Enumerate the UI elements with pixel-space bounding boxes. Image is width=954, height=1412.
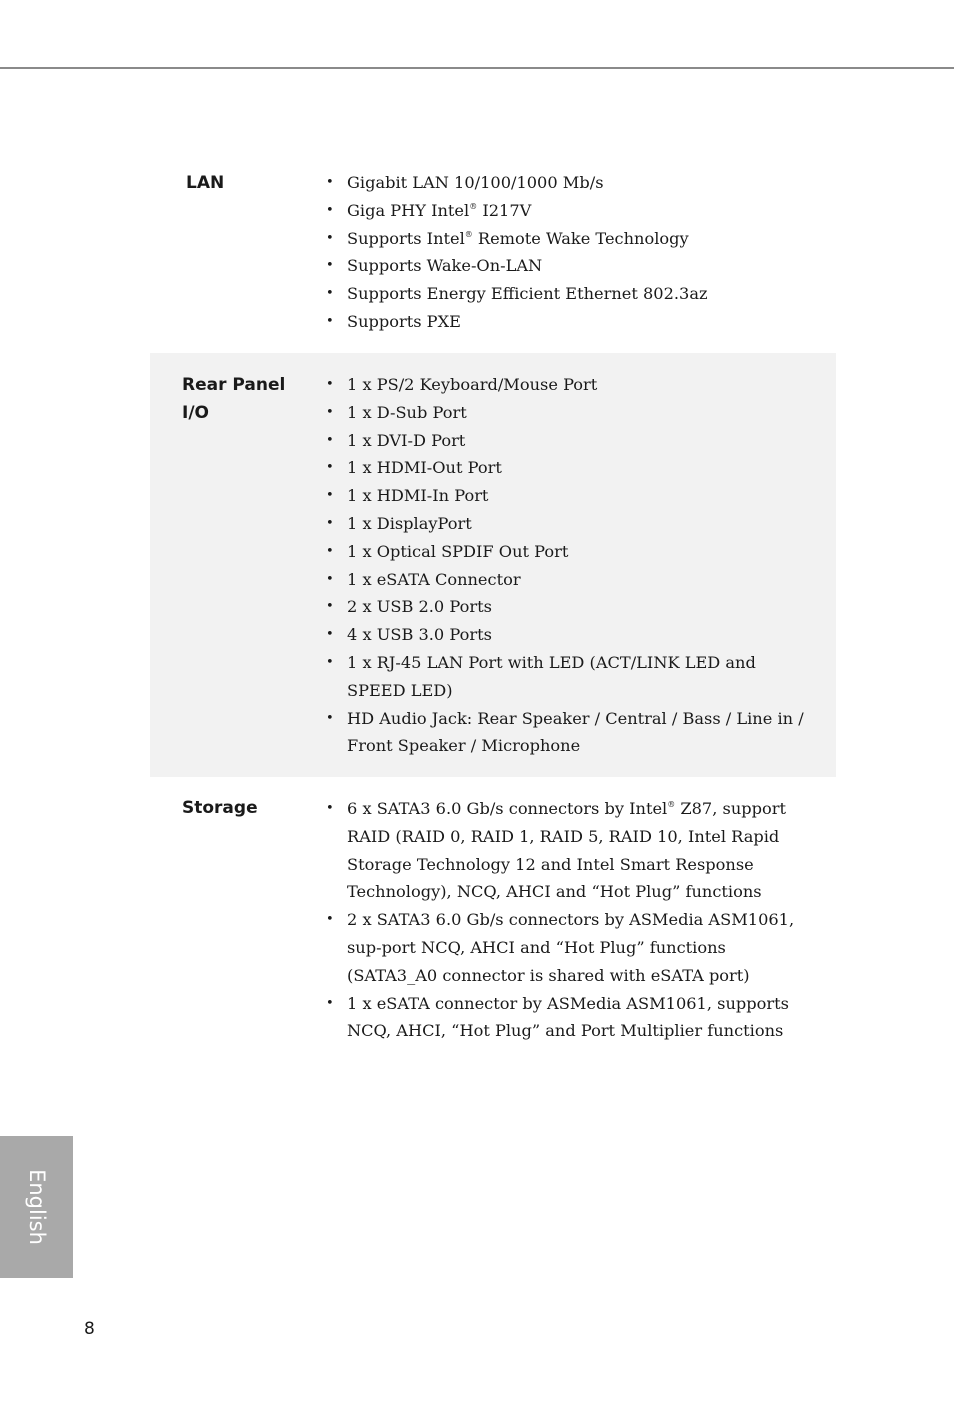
bullet-icon: • [326, 995, 334, 1011]
bullet-icon: • [326, 230, 334, 246]
spec-label-lan: LAN [186, 173, 225, 193]
spec-item [326, 169, 816, 197]
spec-item [326, 399, 816, 427]
spec-item-text: Remote Wake Technology [472, 228, 689, 248]
spec-item [326, 538, 816, 566]
spec-item-text: Supports Intel [347, 228, 465, 248]
spec-item [326, 225, 816, 253]
spec-item [326, 566, 816, 594]
spec-section-lan [150, 168, 836, 348]
bullet-icon: • [326, 599, 334, 615]
spec-item [326, 454, 816, 482]
bullet-icon: • [326, 543, 334, 559]
bullet-icon: • [326, 488, 334, 504]
spec-label-rear-panel-io [182, 372, 285, 428]
bullet-icon: • [326, 912, 334, 928]
header-rule [0, 67, 954, 69]
spec-list-lan [326, 169, 816, 336]
spec-item-text: 4 x USB 3.0 Ports [347, 625, 492, 645]
bullet-icon: • [326, 404, 334, 420]
spec-item [326, 906, 816, 989]
registered-mark: ® [469, 201, 478, 211]
spec-item [326, 510, 816, 538]
language-tab [0, 1136, 73, 1278]
spec-item-text: Supports PXE [347, 311, 461, 331]
spec-item [326, 990, 816, 1046]
bullet-icon: • [326, 571, 334, 587]
spec-item-text: Z87, support RAID (RAID 0, RAID 1, RAID 5, RAID 10, Intel Rapid Storage Technology 12 and Intel Smart Response Technology), NCQ, AHCI and “Hot Plug” functions [347, 799, 786, 902]
spec-item [326, 795, 816, 906]
registered-mark: ® [464, 229, 473, 239]
spec-item [326, 371, 816, 399]
spec-item [326, 308, 816, 336]
spec-section-rear-panel-io [150, 353, 836, 777]
spec-item-text: 1 x eSATA Connector [347, 569, 521, 589]
bullet-icon: • [326, 710, 334, 726]
spec-item-text: 1 x HDMI-In Port [347, 486, 489, 506]
spec-list-rear-panel-io [326, 371, 816, 760]
page-number: 8 [84, 1319, 95, 1339]
registered-mark: ® [667, 800, 676, 809]
spec-item-text: 1 x DisplayPort [347, 513, 472, 533]
spec-item [326, 482, 816, 510]
spec-item-text: Supports Wake-On-LAN [347, 256, 543, 276]
bullet-icon: • [326, 258, 334, 274]
spec-item [326, 649, 816, 705]
language-tab-label: English [24, 1169, 49, 1245]
spec-item [326, 427, 816, 455]
spec-item [326, 593, 816, 621]
spec-item-text: Gigabit LAN 10/100/1000 Mb/s [347, 173, 604, 192]
spec-item [326, 197, 816, 225]
bullet-icon: • [326, 801, 334, 816]
bullet-icon: • [326, 286, 334, 302]
bullet-icon: • [326, 654, 334, 670]
spec-item [326, 621, 816, 649]
spec-label-rear-panel-line2: I/O [182, 402, 209, 423]
spec-item-text: 2 x USB 2.0 Ports [347, 597, 492, 617]
bullet-icon: • [326, 377, 334, 392]
spec-item-text: 1 x eSATA connector by ASMedia ASM1061, supports NCQ, AHCI, “Hot Plug” and Port Multiplier functions [347, 993, 789, 1041]
spec-item [326, 252, 816, 280]
spec-label-storage: Storage [182, 798, 258, 818]
spec-item-text: Supports Energy Efficient Ethernet 802.3az [347, 284, 708, 304]
bullet-icon: • [326, 515, 334, 531]
spec-section-storage [150, 782, 836, 1052]
bullet-icon: • [326, 313, 334, 329]
spec-item-text: I217V [477, 200, 532, 220]
bullet-icon: • [326, 627, 334, 643]
bullet-icon: • [326, 175, 334, 190]
spec-item-text: 1 x Optical SPDIF Out Port [347, 541, 569, 561]
spec-item-text: 1 x RJ-45 LAN Port with LED (ACT/LINK LED and SPEED LED) [347, 652, 756, 700]
spec-list-storage [326, 795, 816, 1045]
spec-item-text: 6 x SATA3 6.0 Gb/s connectors by Intel [347, 799, 668, 818]
spec-item [326, 705, 816, 761]
spec-item-text: 1 x DVI-D Port [347, 430, 466, 450]
spec-item-text: Giga PHY Intel [347, 200, 470, 220]
spec-item-text: 1 x PS/2 Keyboard/Mouse Port [347, 375, 598, 394]
spec-item [326, 280, 816, 308]
spec-item-text: 1 x D-Sub Port [347, 402, 467, 422]
bullet-icon: • [326, 202, 334, 218]
bullet-icon: • [326, 432, 334, 448]
bullet-icon: • [326, 460, 334, 476]
spec-item-text: 2 x SATA3 6.0 Gb/s connectors by ASMedia ASM1061, sup-port NCQ, AHCI and “Hot Plug” functions (SATA3_A0 connector is shared with eSATA port) [347, 910, 795, 985]
spec-item-text: 1 x HDMI-Out Port [347, 458, 502, 478]
spec-item-text: HD Audio Jack: Rear Speaker / Central / Bass / Line in / Front Speaker / Microphone [347, 708, 804, 756]
spec-label-rear-panel-line1: Rear Panel [182, 375, 286, 395]
